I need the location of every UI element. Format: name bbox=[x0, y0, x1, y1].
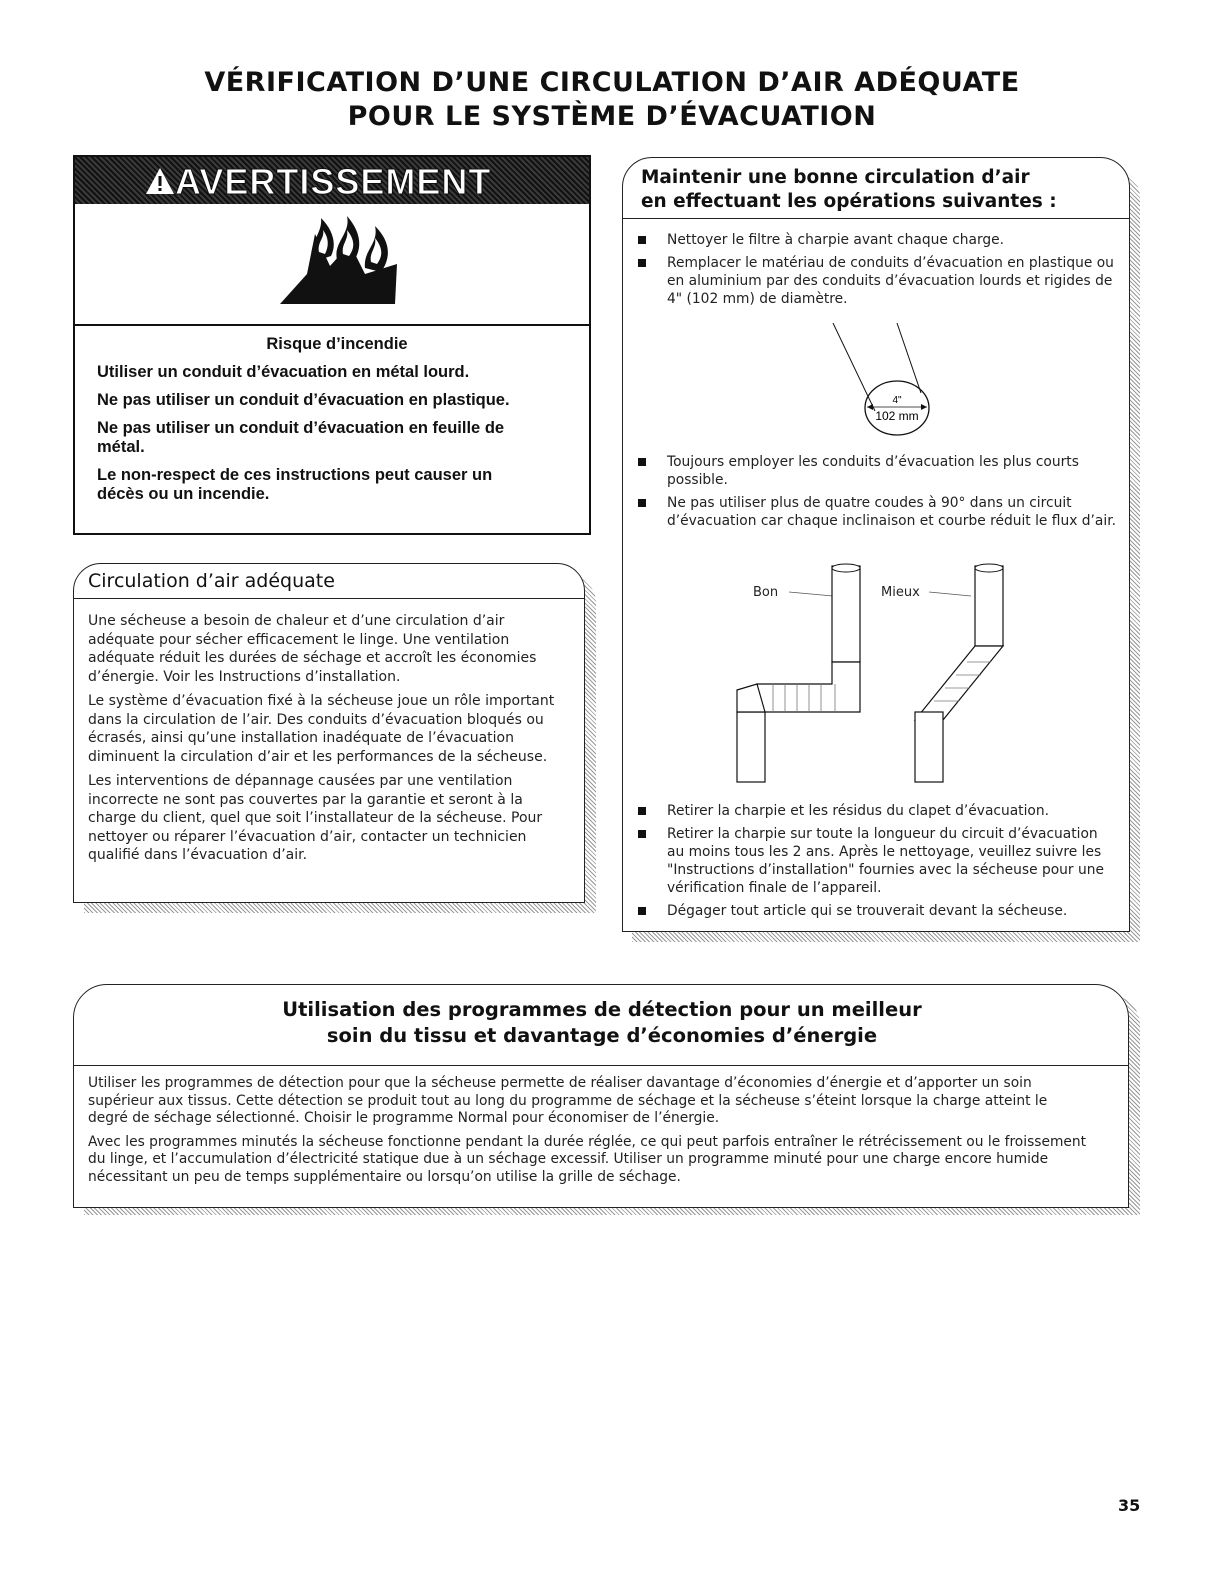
paragraph: Utiliser les programmes de détection pour que la sécheuse permette de réaliser davantage d’économies d’énergie et d’apporter un soin supérieur aux tissus. Cette détection se produit tout au long du programme de séchage et la sécheuse s’éteint lorsque la charge atteint le degré de séchage sélectionné. Choisir le programme Normal pour économiser de l’énergie. bbox=[88, 1075, 1048, 1126]
page-title-line-2: POUR LE SYSTÈME D’ÉVACUATION bbox=[347, 101, 877, 132]
page-title bbox=[0, 66, 1224, 134]
maintain-bullets-mid bbox=[623, 453, 1118, 535]
maintain-bullets-bottom bbox=[623, 802, 1118, 925]
elbow-comparison-diagram bbox=[723, 562, 1043, 792]
maintain-heading-line-2: en effectuant les opérations suivantes : bbox=[641, 191, 1057, 212]
sensing-heading-line-1: Utilisation des programmes de détection pour un meilleur bbox=[282, 998, 922, 1021]
circulation-heading: Circulation d’air adéquate bbox=[88, 570, 335, 592]
list-item: Retirer la charpie et les résidus du clapet d’évacuation. bbox=[623, 802, 1118, 820]
flame-icon bbox=[75, 204, 589, 324]
maintain-heading bbox=[641, 166, 1057, 214]
warning-line: Ne pas utiliser un conduit d’évacuation en plastique. bbox=[97, 391, 510, 409]
maintain-bullets-top bbox=[623, 231, 1118, 313]
duct-diameter-diagram bbox=[823, 323, 973, 443]
duct-label-inches: 4" bbox=[892, 395, 902, 406]
circulation-body bbox=[88, 612, 568, 871]
paragraph: Les interventions de dépannage causées par une ventilation incorrecte ne sont pas couvertes par la garantie et seront à la charge du client, quel que soit l’installateur de la sécheuse. Pour nettoyer ou réparer l’évacuation d’air, contacter un technicien qualifié dans l’évacuation d’air. bbox=[88, 773, 543, 863]
list-item: Nettoyer le filtre à charpie avant chaque charge. bbox=[623, 231, 1118, 249]
paragraph: Une sécheuse a besoin de chaleur et d’une circulation d’air adéquate pour sécher efficacement le linge. Une ventilation adéquate réduit les durées de séchage et accroît les économies d’énergie. Voir les Instructions d’installation. bbox=[88, 613, 537, 685]
sensing-body bbox=[88, 1075, 1088, 1192]
warning-triangle-icon bbox=[145, 167, 175, 195]
fire-hazard-pictogram bbox=[75, 204, 589, 326]
warning-header bbox=[75, 157, 589, 204]
duct-label-mm: 102 mm bbox=[875, 409, 919, 423]
label-good: Bon bbox=[753, 585, 779, 600]
maintain-heading-line-1: Maintenir une bonne circulation d’air bbox=[641, 167, 1030, 188]
list-item: Toujours employer les conduits d’évacuation les plus courts possible. bbox=[623, 453, 1118, 489]
maintain-box bbox=[622, 157, 1130, 932]
divider bbox=[623, 218, 1129, 219]
warning-line: Ne pas utiliser un conduit d’évacuation en feuille de métal. bbox=[97, 419, 505, 456]
sensing-heading bbox=[74, 997, 1130, 1049]
list-item: Retirer la charpie sur toute la longueur du circuit d’évacuation au moins tous les 2 ans. Après le nettoyage, veuillez suivre les "Instructions d’installation" fournies avec la sécheuse pour une vérification finale de l’appareil. bbox=[623, 825, 1118, 897]
paragraph: Avec les programmes minutés la sécheuse fonctionne pendant la durée réglée, ce qui peut parfois entraîner le rétrécissement ou le froissement du linge, et l’accumulation d’électricité statique due à un séchage excessif. Utiliser un programme minuté pour une charge encore humide nécessitant un peu de temps supplémentaire ou lorsqu’on utilise la grille de séchage. bbox=[88, 1133, 1087, 1185]
page-title-line-1: VÉRIFICATION D’UNE CIRCULATION D’AIR ADÉQUATE bbox=[204, 67, 1020, 98]
paragraph: Le système d’évacuation fixé à la sécheuse joue un rôle important dans la circulation de l’air. Des conduits d’évacuation bloqués ou écrasés, ainsi qu’une installation inadéquate de l’évacuation diminuent la circulation d’air et les performances de la sécheuse. bbox=[88, 693, 555, 765]
label-better: Mieux bbox=[881, 585, 920, 600]
warning-text bbox=[97, 335, 577, 513]
warning-line: Le non-respect de ces instructions peut causer un décès ou un incendie. bbox=[97, 466, 493, 503]
warning-box bbox=[73, 155, 591, 535]
list-item: Dégager tout article qui se trouverait devant la sécheuse. bbox=[623, 902, 1118, 920]
divider bbox=[74, 1065, 1128, 1066]
list-item: Ne pas utiliser plus de quatre coudes à 90° dans un circuit d’évacuation car chaque inclinaison et courbe réduit le flux d’air. bbox=[623, 494, 1118, 530]
list-item: Remplacer le matériau de conduits d’évacuation en plastique ou en aluminium par des conduits d’évacuation lourds et rigides de 4" (102 mm) de diamètre. bbox=[623, 254, 1118, 308]
sensing-heading-line-2: soin du tissu et davantage d’économies d’énergie bbox=[326, 1024, 878, 1047]
warning-line: Utiliser un conduit d’évacuation en métal lourd. bbox=[97, 363, 470, 381]
page-number: 35 bbox=[1118, 1496, 1141, 1515]
sensing-box bbox=[73, 984, 1129, 1208]
circulation-box bbox=[73, 563, 585, 903]
warning-subheading: Risque d’incendie bbox=[266, 335, 408, 353]
warning-heading: AVERTISSEMENT bbox=[175, 161, 492, 202]
divider bbox=[74, 598, 584, 599]
